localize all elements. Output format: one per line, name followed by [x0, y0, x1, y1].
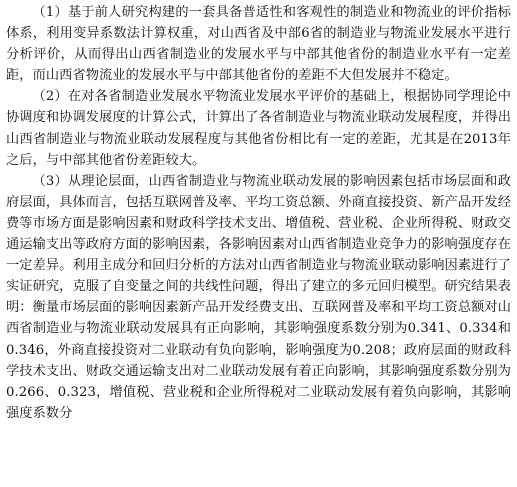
conclusion-paragraph-1: （1）基于前人研究构建的一套具备普适性和客观性的制造业和物流业的评价指标体系，利用变异系数法计算权重，对山西省及中部6省的制造业与物流业发展水平进行分析评价，从而得出山西省制造业的发展水平与中部其他省份的制造业水平有一定差距，而山西省物流业的发展水平与中部其他省份的差距不大但发展并不稳定。 [6, 5, 511, 84]
conclusion-paragraph-3: （3）从理论层面，山西省制造业与物流业联动发展的影响因素包括市场层面和政府层面，具体而言，包括互联网普及率、平均工资总额、外商直接投资、新产品开发经费等市场方面是影响因素和财政科学技术支出、增值税、营业税、企业所得税、财政交通运输支出等政府方面的影响因素，各影响因素对山西省制造业竞争力的影响强度存在一定差异。利用主成分和回归分析的方法对山西省制造业与物流业联动影响因素进行了实证研究，克服了自变量之间的共线性问题，得出了建立的多元回归模型。研究结果表明：衡量市场层面的影响因素新产品开发经费支出、互联网普及率和平均工资总额对山西省制造业与物流业联动发展具有正向影响，其影响强度系数分别为0.341、0.334和0.346，外商直接投资对二业联动有负向影响，影响强度为0.208；政府层面的财政科学技术支出、财政交通运输支出对二业联动发展有着正向影响，其影响强度系数分别为0.266、0.323，增值税、营业税和企业所得税对二业联动发展有着负向影响，其影响强度系数分 [6, 173, 511, 421]
conclusion-paragraph-2: （2）在对各省制造业发展水平物流业发展水平评价的基础上，根据协同学理论中协调度和协调发展度的计算公式，计算出了各省制造业与物流业联动发展程度，并得出山西省制造业与物流业联动发展程度与其他省份相比有一定的差距，尤其是在2013年之后，与中部其他省份差距较大。 [6, 89, 511, 168]
